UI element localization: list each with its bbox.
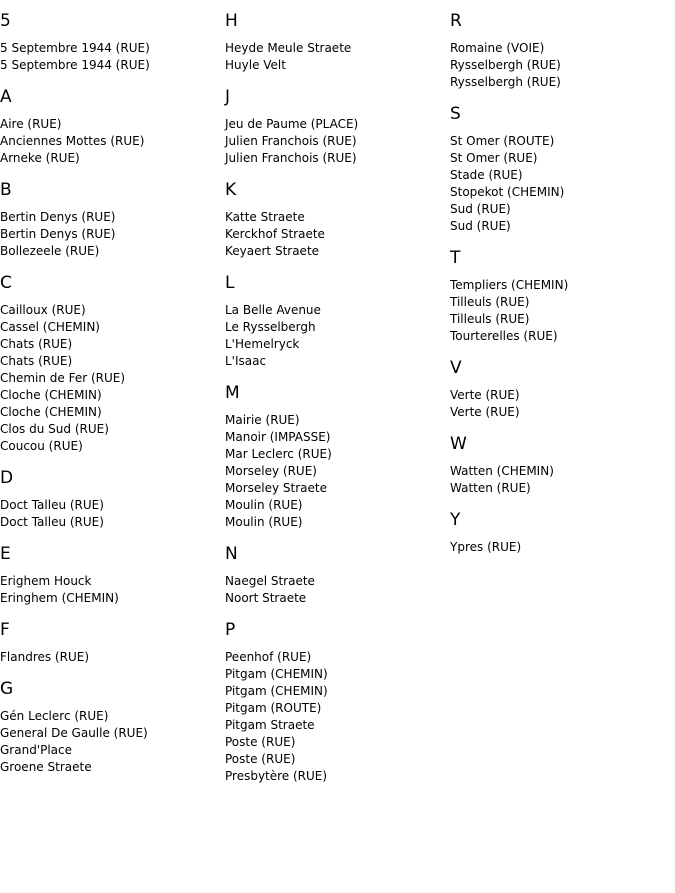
- letter-section: [0, 678, 220, 776]
- letter-section: [0, 10, 220, 74]
- street-link[interactable]: Sud (RUE): [450, 219, 511, 233]
- street-link[interactable]: Cassel (CHEMIN): [0, 320, 100, 334]
- section-letter-heading: N: [225, 544, 238, 564]
- street-link[interactable]: La Belle Avenue: [225, 303, 321, 317]
- street-link[interactable]: Arneke (RUE): [0, 151, 80, 165]
- street-column: [0, 10, 220, 788]
- section-letter-heading: C: [0, 273, 12, 293]
- street-link[interactable]: Eringhem (CHEMIN): [0, 591, 119, 605]
- street-link[interactable]: Bertin Denys (RUE): [0, 227, 116, 241]
- street-list: [450, 277, 670, 345]
- section-letter-heading: M: [225, 383, 240, 403]
- street-link[interactable]: Julien Franchois (RUE): [225, 151, 357, 165]
- street-link[interactable]: Cloche (CHEMIN): [0, 405, 102, 419]
- street-link[interactable]: Peenhof (RUE): [225, 650, 312, 664]
- street-link[interactable]: Sud (RUE): [450, 202, 511, 216]
- section-letter-heading: K: [225, 180, 237, 200]
- letter-section: [450, 103, 670, 235]
- street-link[interactable]: St Omer (RUE): [450, 151, 538, 165]
- street-link[interactable]: Bollezeele (RUE): [0, 244, 100, 258]
- street-link[interactable]: Watten (RUE): [450, 481, 531, 495]
- letter-section: [450, 357, 670, 421]
- street-link[interactable]: Groene Straete: [0, 760, 92, 774]
- street-list: [450, 387, 670, 421]
- street-link[interactable]: Mairie (RUE): [225, 413, 300, 427]
- street-link[interactable]: 5 Septembre 1944 (RUE): [0, 41, 150, 55]
- street-list: [450, 40, 670, 91]
- letter-section: [225, 382, 445, 531]
- letter-section: [225, 179, 445, 260]
- street-link[interactable]: Pitgam (ROUTE): [225, 701, 322, 715]
- street-link[interactable]: Cailloux (RUE): [0, 303, 86, 317]
- street-link[interactable]: Morseley Straete: [225, 481, 327, 495]
- street-list: [225, 302, 445, 370]
- street-link[interactable]: Huyle Velt: [225, 58, 286, 72]
- street-link[interactable]: Moulin (RUE): [225, 498, 303, 512]
- street-link[interactable]: Chats (RUE): [0, 354, 73, 368]
- street-link[interactable]: Poste (RUE): [225, 752, 296, 766]
- letter-section: [0, 619, 220, 666]
- street-link[interactable]: Romaine (VOIE): [450, 41, 545, 55]
- street-link[interactable]: Verte (RUE): [450, 405, 520, 419]
- section-letter-heading: P: [225, 620, 236, 640]
- street-link[interactable]: Tourterelles (RUE): [450, 329, 558, 343]
- street-link[interactable]: Heyde Meule Straete: [225, 41, 352, 55]
- street-link[interactable]: Watten (CHEMIN): [450, 464, 554, 478]
- street-column: [225, 10, 445, 797]
- letter-section: [225, 619, 445, 785]
- street-link[interactable]: 5 Septembre 1944 (RUE): [0, 58, 150, 72]
- street-link[interactable]: Anciennes Mottes (RUE): [0, 134, 145, 148]
- street-link[interactable]: Poste (RUE): [225, 735, 296, 749]
- street-list: [225, 649, 445, 785]
- street-list: [450, 539, 670, 556]
- street-link[interactable]: Moulin (RUE): [225, 515, 303, 529]
- street-link[interactable]: Tilleuls (RUE): [450, 312, 530, 326]
- street-link[interactable]: Aire (RUE): [0, 117, 62, 131]
- street-link[interactable]: Rysselbergh (RUE): [450, 58, 561, 72]
- street-link[interactable]: Morseley (RUE): [225, 464, 317, 478]
- street-link[interactable]: Flandres (RUE): [0, 650, 89, 664]
- street-link[interactable]: Jeu de Paume (PLACE): [225, 117, 359, 131]
- section-letter-heading: A: [0, 87, 12, 107]
- street-link[interactable]: Coucou (RUE): [0, 439, 83, 453]
- section-letter-heading: R: [450, 11, 462, 31]
- street-link[interactable]: Gén Leclerc (RUE): [0, 709, 109, 723]
- street-link[interactable]: Tilleuls (RUE): [450, 295, 530, 309]
- street-link[interactable]: Naegel Straete: [225, 574, 315, 588]
- street-link[interactable]: Manoir (IMPASSE): [225, 430, 331, 444]
- street-list: [225, 116, 445, 167]
- street-link[interactable]: Le Rysselbergh: [225, 320, 316, 334]
- street-link[interactable]: Templiers (CHEMIN): [450, 278, 569, 292]
- street-link[interactable]: Stopekot (CHEMIN): [450, 185, 565, 199]
- section-letter-heading: V: [450, 358, 462, 378]
- street-list: [0, 497, 220, 531]
- street-link[interactable]: Kerckhof Straete: [225, 227, 325, 241]
- street-index: [0, 10, 675, 890]
- letter-section: [225, 10, 445, 74]
- street-link[interactable]: Katte Straete: [225, 210, 305, 224]
- street-list: [225, 209, 445, 260]
- street-list: [0, 209, 220, 260]
- letter-section: [225, 272, 445, 370]
- section-letter-heading: B: [0, 180, 12, 200]
- letter-section: [0, 467, 220, 531]
- street-link[interactable]: Verte (RUE): [450, 388, 520, 402]
- street-list: [0, 708, 220, 776]
- section-letter-heading: 5: [0, 11, 11, 31]
- street-list: [225, 412, 445, 531]
- street-list: [0, 40, 220, 74]
- letter-section: [450, 509, 670, 556]
- street-link[interactable]: Mar Leclerc (RUE): [225, 447, 332, 461]
- street-link[interactable]: Stade (RUE): [450, 168, 523, 182]
- street-link[interactable]: Pitgam (CHEMIN): [225, 667, 328, 681]
- letter-section: [450, 247, 670, 345]
- street-list: [0, 573, 220, 607]
- street-link[interactable]: Cloche (CHEMIN): [0, 388, 102, 402]
- street-link[interactable]: L'Hemelryck: [225, 337, 300, 351]
- street-link[interactable]: Grand'Place: [0, 743, 73, 757]
- letter-section: [225, 543, 445, 607]
- street-link[interactable]: Noort Straete: [225, 591, 307, 605]
- letter-section: [0, 272, 220, 455]
- letter-section: [450, 10, 670, 91]
- street-link[interactable]: St Omer (ROUTE): [450, 134, 555, 148]
- section-letter-heading: L: [225, 273, 235, 293]
- section-letter-heading: W: [450, 434, 467, 454]
- street-list: [450, 133, 670, 235]
- street-link[interactable]: Keyaert Straete: [225, 244, 320, 258]
- street-link[interactable]: Presbytère (RUE): [225, 769, 328, 783]
- street-link[interactable]: Ypres (RUE): [450, 540, 522, 554]
- street-list: [0, 302, 220, 455]
- street-link[interactable]: Rysselbergh (RUE): [450, 75, 561, 89]
- street-link[interactable]: Bertin Denys (RUE): [0, 210, 116, 224]
- section-letter-heading: G: [0, 679, 14, 699]
- section-letter-heading: T: [450, 248, 461, 268]
- street-link[interactable]: Pitgam (CHEMIN): [225, 684, 328, 698]
- section-letter-heading: J: [225, 87, 231, 107]
- street-link[interactable]: Pitgam Straete: [225, 718, 315, 732]
- section-letter-heading: E: [0, 544, 11, 564]
- street-list: [225, 40, 445, 74]
- letter-section: [450, 433, 670, 497]
- street-link[interactable]: Doct Talleu (RUE): [0, 498, 104, 512]
- section-letter-heading: S: [450, 104, 461, 124]
- street-link[interactable]: Doct Talleu (RUE): [0, 515, 104, 529]
- street-column: [450, 10, 670, 568]
- street-list: [225, 573, 445, 607]
- street-list: [450, 463, 670, 497]
- section-letter-heading: F: [0, 620, 10, 640]
- street-link[interactable]: Chats (RUE): [0, 337, 73, 351]
- section-letter-heading: D: [0, 468, 14, 488]
- street-link[interactable]: L'Isaac: [225, 354, 267, 368]
- street-link[interactable]: General De Gaulle (RUE): [0, 726, 148, 740]
- street-link[interactable]: Julien Franchois (RUE): [225, 134, 357, 148]
- street-link[interactable]: Erighem Houck: [0, 574, 92, 588]
- street-link[interactable]: Clos du Sud (RUE): [0, 422, 109, 436]
- letter-section: [0, 86, 220, 167]
- letter-section: [0, 179, 220, 260]
- section-letter-heading: Y: [450, 510, 461, 530]
- street-list: [0, 116, 220, 167]
- section-letter-heading: H: [225, 11, 238, 31]
- letter-section: [225, 86, 445, 167]
- street-link[interactable]: Chemin de Fer (RUE): [0, 371, 126, 385]
- letter-section: [0, 543, 220, 607]
- street-list: [0, 649, 220, 666]
